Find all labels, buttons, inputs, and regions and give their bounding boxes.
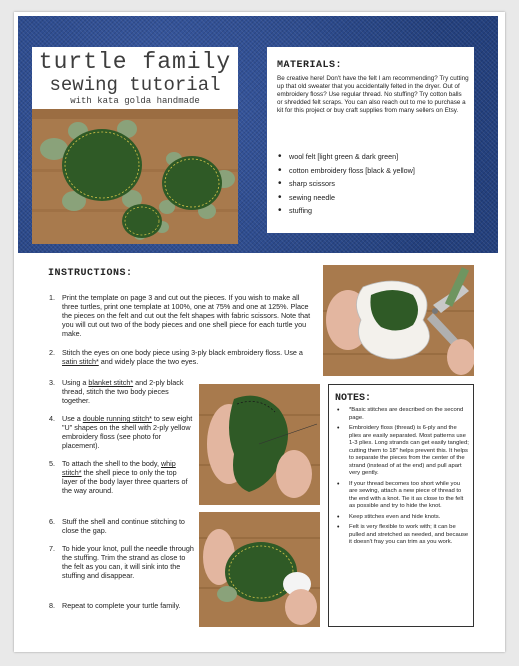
step-text: Repeat to complete your turtle family. [62, 601, 181, 610]
step-text: and widely place the two eyes. [98, 357, 199, 367]
instruction-step [49, 293, 312, 339]
step-text: To attach the shell to the body, [62, 459, 161, 468]
notes-box [328, 384, 474, 627]
step-text: Stitch the eyes on one body piece using 3-ply black embroidery floss. Use a [62, 348, 303, 357]
title-line-2: sewing tutorial [49, 74, 221, 96]
notes-item: • If your thread becomes too short while you are sewing, attach a new piece of thread to the end with a knot. Tie it as close to the felt as possible and try to hide the knot. [329, 481, 469, 511]
notes-item: • Embroidery floss (thread) is 6-ply and the plies are easily separated. Most patterns use 1-3 plies. Long strands can get easily tangled; cutting them to 18" helps prevent this. It helps to separate the pieces from the center of the strand (instead of at the end) and pull apart very gently. [329, 425, 469, 478]
notes-heading: NOTES: [335, 393, 372, 404]
blanket-stitching-photo [199, 384, 320, 505]
cutting-felt-photo [323, 265, 474, 376]
title-line-1: turtle family [38, 49, 232, 75]
instruction-step [49, 459, 194, 496]
blanket-stitch-link[interactable]: blanket stitch* [88, 378, 134, 387]
instruction-step [49, 601, 194, 610]
step-text: Using a [62, 378, 89, 387]
materials-item: • sewing needle [277, 191, 469, 205]
instructions-heading: INSTRUCTIONS: [48, 268, 133, 279]
step-text: Print the template on page 3 and cut out the pieces. If you wish to make all three turtles, print one template at 100%, one at 75% and one at 125%. Place the pieces on the felt and cut out the felt shapes with fabric scissors. Note that you will cut out two of the body pieces and one shell piece for each turtle you make. [62, 293, 311, 339]
materials-item: • cotton embroidery floss [black & yellow] [277, 164, 469, 178]
step-text: Use a [62, 414, 83, 423]
step-number: 1. [49, 293, 55, 302]
title-line-3: with kata golda handmade [70, 96, 200, 106]
materials-item: • sharp scissors [277, 177, 469, 191]
instruction-step [49, 348, 314, 367]
step-text: and 2-ply black thread, stitch the two body pieces together. [62, 378, 184, 406]
satin-stitch-link[interactable]: satin stitch* [62, 357, 99, 367]
materials-box [267, 47, 474, 233]
whip-stitch-link[interactable]: whip stitch* [62, 459, 176, 478]
double-running-stitch-link[interactable]: double running stitch* [82, 414, 152, 423]
notes-item: • Keep stitches even and hide knots. [329, 514, 469, 522]
step-number: 5. [49, 459, 55, 468]
step-number: 4. [49, 414, 55, 423]
stuffing-turtle-photo [199, 512, 320, 627]
materials-item: • wool felt [light green & dark green] [277, 150, 469, 164]
notes-item: • *Basic stitches are described on the second page. [329, 407, 469, 422]
instruction-step [49, 378, 194, 406]
step-text: Stuff the shell and continue stitching to close the gap. [62, 517, 185, 536]
notes-item: • Felt is very flexible to work with; it can be pulled and stretched as needed, and because it doesn't fray you can trim as you work. [329, 524, 469, 547]
step-text: To hide your knot, pull the needle through the stuffing. Trim the strand as close to the felt as you can, it will sink into the stuffing and disappear. [62, 544, 194, 581]
step-number: 2. [49, 348, 55, 357]
step-number: 7. [49, 544, 55, 553]
title-card [32, 47, 238, 244]
step-text: to sew eight "U" shapes on the shell with 2-ply yellow embroidery floss (see photo for placement). [62, 414, 193, 451]
notes-list [329, 407, 469, 550]
materials-item: • stuffing [277, 204, 469, 218]
materials-intro: Be creative here! Don't have the felt I am recommending? Try cutting up that old sweater that you accidentally felted in the dryer. Out of embroidery floss? Use regular thread. No stuffing? Try cotton balls or shredded felt scraps. You can also reach out to me to purchase a kit for this project or buy craft supplies from many sellers on Etsy. [277, 75, 469, 115]
step-number: 8. [49, 601, 55, 610]
step-text: the shell piece to only the top layer of the body layer three quarters of the way around. [62, 468, 188, 496]
materials-list [277, 150, 469, 218]
instruction-step [49, 544, 194, 581]
instruction-step [49, 414, 194, 451]
instruction-step [49, 517, 194, 536]
materials-heading: MATERIALS: [277, 60, 343, 71]
step-number: 6. [49, 517, 55, 526]
step-number: 3. [49, 378, 55, 387]
turtle-family-photo [32, 109, 238, 244]
